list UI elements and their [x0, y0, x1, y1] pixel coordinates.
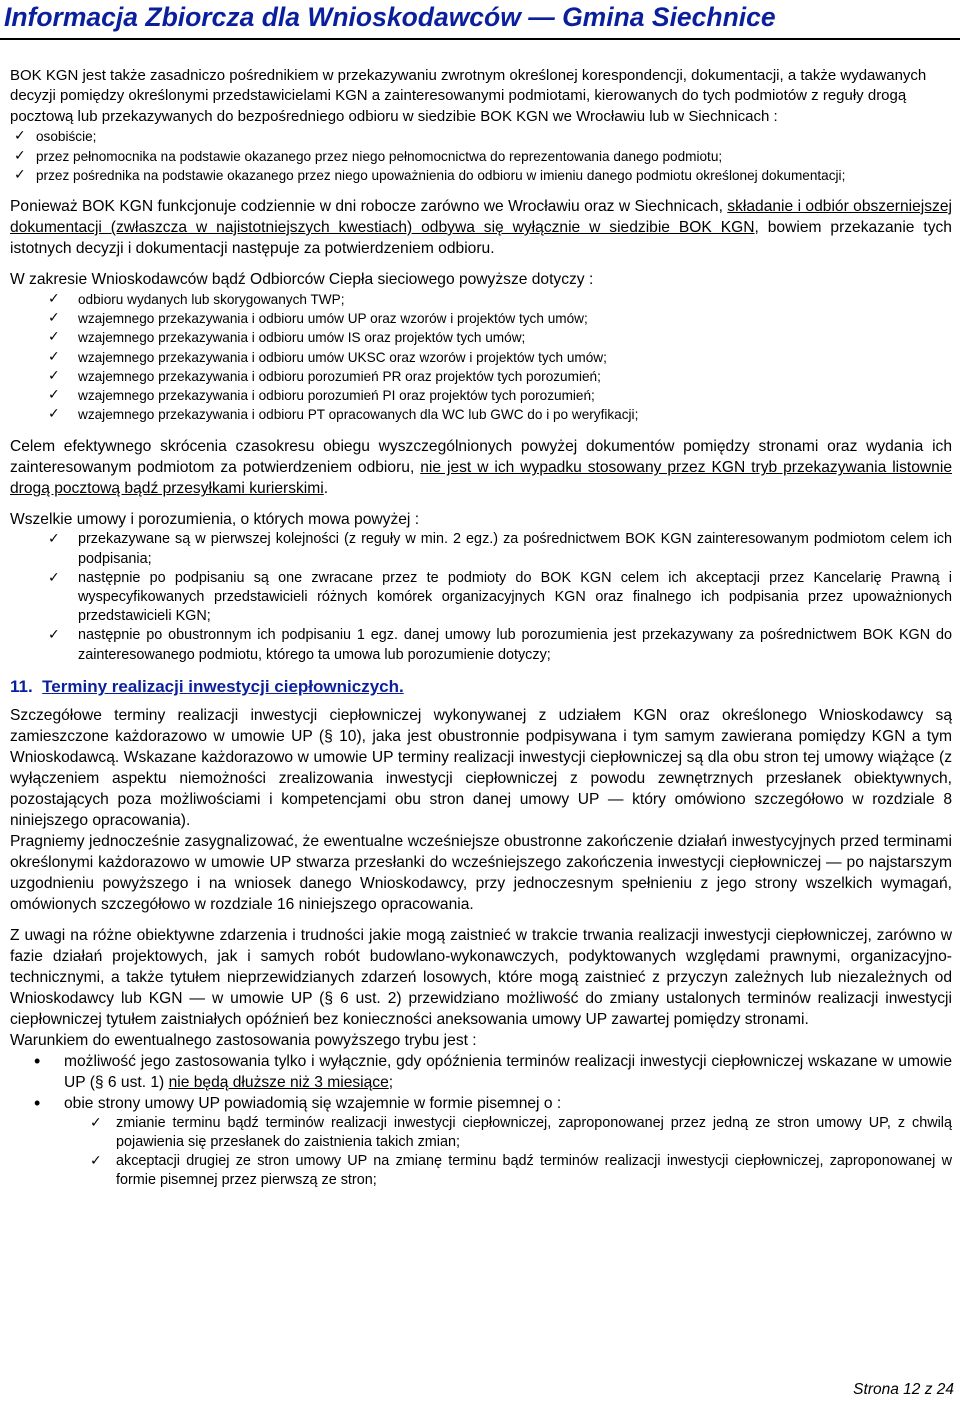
list-item: • obie strony umowy UP powiadomią się wzajemnie w formie pisemnej o : [34, 1092, 562, 1113]
terms-paragraph-2: Pragniemy jednocześnie zasygnalizować, że ewentualne wcześniejsze obustronne zakończenie działań inwestycyjnych przed terminami określonymi każdorazowo w umowie UP stwarza przesłanki do wcześniejszego zakończenia inwestycji ciepłowniczej — po najstarszym uzgodnieniu powyższego i na wniosek danego Wnioskodawcy, przy jednoczesnym spełnieniu z jego strony wszelkich wymagań, omówionych szczegółowo w rozdziale 16 niniejszego opracowania. [10, 832, 952, 913]
checkmark-icon: ✓ [48, 310, 60, 327]
scope-lead: W zakresie Wnioskodawców bądź Odbiorców Ciepła sieciowego powyższe dotyczy : [10, 271, 594, 288]
list-item: ✓ osobiście; [10, 127, 952, 147]
checkmark-icon: ✓ [48, 348, 60, 365]
list-item: ✓ wzajemnego przekazywania i odbioru umów IS oraz projektów tych umów; [10, 328, 952, 347]
checkmark-icon: ✓ [48, 387, 60, 404]
checkmark-icon: ✓ [48, 531, 60, 548]
list-item: ✓ przez pośrednika na podstawie okazanego przez niego upoważnienia do odbioru w imieniu danego podmiotu określonej dokumentacji; [10, 166, 952, 186]
checkmark-icon: ✓ [14, 128, 26, 145]
purpose-paragraph: Celem efektywnego skrócenia czasokresu obiegu wyszczególnionych powyżej dokumentów pomiędzy stronami oraz wydania ich zainteresowanym podmiotom za potwierdzeniem odbioru, nie jest w ich wypadku stosowany przez KGN tryb przekazywania listownie drogą pocztową bądź przesyłkami kurierskimi. [10, 438, 952, 498]
list-item: ✓ następnie po obustronnym ich podpisaniu 1 egz. danej umowy lub porozumienia jest przekazywany za pośrednictwem BOK KGN do zainteresowanego podmiotu, którego ta umowa lub porozumienie dotyczy; [48, 627, 952, 663]
page-header [0, 0, 960, 40]
submission-paragraph: Ponieważ BOK KGN funkcjonuje codziennie w dni robocze zarówno we Wrocławiu oraz w Siechnicach, składanie i odbiór obszerniejszej dokumentacji (zwłaszcza w najistotniejszych kwestiach) odbywa się wyłącznie w siedzibie BOK KGN, bowiem przekazanie tych istotnych decyzji i dokumentacji następuje za potwierdzeniem odbioru. [10, 198, 952, 257]
header-rule [0, 38, 960, 40]
checkmark-icon: ✓ [48, 627, 60, 644]
intro-paragraph: BOK KGN jest także zasadniczo pośrednikiem w przekazywaniu zwrotnym określonej korespondencji, dokumentacji, a także wydawanych decyzji pomiędzy określonymi przedstawicielami KGN a zainteresowanymi podmiotami, kierowanych do tych podmiotów z reguły drogą pocztową lub przekazywanych do bezpośredniego odbioru w siedzibie BOK KGN we Wrocławiu lub w Siechnicach : [10, 67, 927, 125]
list-item: ✓ wzajemnego przekazywania i odbioru umów UP oraz wzorów i projektów tych umów; [10, 309, 952, 328]
bullet-icon: • [34, 1092, 41, 1113]
document-body [10, 66, 952, 1191]
checkmark-icon: ✓ [48, 367, 60, 384]
checkmark-icon: ✓ [48, 291, 60, 307]
intro-list [10, 127, 952, 186]
checkmark-icon: ✓ [48, 569, 60, 586]
scope-list [10, 290, 952, 424]
checkmark-icon: ✓ [90, 1114, 102, 1131]
terms-paragraph-3: Z uwagi na różne obiektywne zdarzenia i trudności jakie mogą zaistnieć w trakcie trwania realizacji inwestycji ciepłowniczej, zarówno w fazie działań projektowych, jak i samych robót budowlano-wykonawczych, podyktowanych względami prawnymi, organizacyjno-technicznymi, a także tytułem nieprzewidzianych zdarzeń losowych, które mogą zaistnieć z przyczyn zależnych lub niezależnych od Wnioskodawcy lub KGN — w umowie UP (§ 6 ust. 2) przewidziano możliwość do zmiany ustalonych terminów realizacji inwestycji ciepłowniczej tytułem zaistniałych opóźnień bez konieczności aneksowania umowy UP zawartej pomiędzy stronami. [10, 926, 952, 1028]
list-item: ✓ następnie po podpisaniu są one zwracane przez te podmioty do BOK KGN celem ich akceptacji przez Kancelarię Prawną i wyspecyfikowanych przedstawicieli różnych komórek organizacyjnych KGN oraz finalnego ich podpisania przez upoważnionych przedstawicieli KGN; [48, 569, 952, 625]
terms-paragraph-1: Szczegółowe terminy realizacji inwestycji ciepłowniczej wykonywanej z udziałem KGN oraz określonego Wnioskodawcy są zamieszczone każdorazowo w umowie UP (§ 10), jaka jest obustronnie podpisywana i tym samym zawierana pomiędzy KGN a tym Wnioskodawcą. Wskazane każdorazowo w umowie UP terminy realizacji inwestycji ciepłowniczej są dla obu stron tej umowy wiążące (z wyłączeniem aspektu niemożności zrealizowania inwestycji ciepłowniczej z powodu zewnętrznych przesłanek obiektywnych, pozostających poza możliwościami i kompetencjami obu stron danej umowy UP — który omówiono szczegółowo w rozdziale 8 niniejszego opracowania). [10, 706, 952, 829]
list-item: ✓ wzajemnego przekazywania i odbioru umów UKSC oraz wzorów i projektów tych umów; [10, 348, 952, 367]
checkmark-icon: ✓ [90, 1153, 102, 1170]
checkmark-icon: ✓ [48, 406, 60, 423]
bullet-icon: • [34, 1050, 41, 1071]
agreements-list [10, 530, 952, 664]
list-item: ✓ wzajemnego przekazywania i odbioru PT opracowanych dla WC lub GWC do i po weryfikacji; [10, 405, 952, 424]
conditions-list [10, 1051, 952, 1114]
list-item: • możliwość jego zastosowania tylko i wyłącznie, gdy opóźnienia terminów realizacji inwestycji ciepłowniczej wskazane w umowie UP (§ 6 ust. 1) nie będą dłuższe niż 3 miesiące; [34, 1050, 952, 1091]
conditions-sublist [10, 1114, 952, 1191]
checkmark-icon: ✓ [14, 167, 26, 184]
list-item: ✓ zmianie terminu bądź terminów realizacji inwestycji ciepłowniczej, zaproponowanej przez jedną ze stron umowy UP, z chwilą pojawienia się przesłanek do zaistnienia takich zmian; [90, 1114, 952, 1151]
checkmark-icon: ✓ [48, 329, 60, 346]
checkmark-icon: ✓ [14, 147, 26, 164]
list-item: ✓ przekazywane są w pierwszej kolejności (z reguły w min. 2 egz.) za pośrednictwem BOK KGN zainteresowanym podmiotom celem ich podpisania; [48, 531, 952, 567]
list-item: ✓ przez pełnomocnika na podstawie okazanego przez niego pełnomocnictwa do reprezentowania danego podmiotu; [10, 147, 952, 167]
list-item: ✓ akceptacji drugiej ze stron umowy UP na zmianę terminu bądź terminów realizacji inwestycji ciepłowniczej, zaproponowanej w formie pisemnej przez pierwszą ze stron; [90, 1153, 952, 1189]
agreements-lead: Wszelkie umowy i porozumienia, o których mowa powyżej : [10, 511, 420, 529]
page-number: Strona 12 z 24 [853, 1381, 954, 1398]
list-item: ✓ wzajemnego przekazywania i odbioru porozumień PR oraz projektów tych porozumień; [10, 367, 952, 386]
header-title: Informacja Zbiorcza dla Wnioskodawców — Gmina Siechnice [4, 2, 776, 32]
terms-paragraph-4: Warunkiem do ewentualnego zastosowania powyższego trybu jest : [10, 1031, 477, 1049]
list-item: ✓ wzajemnego przekazywania i odbioru porozumień PI oraz projektów tych porozumień; [10, 386, 952, 405]
section-heading: 11. Terminy realizacji inwestycji ciepłowniczych. [10, 676, 404, 696]
list-item: ✓ odbioru wydanych lub skorygowanych TWP; [10, 290, 952, 309]
